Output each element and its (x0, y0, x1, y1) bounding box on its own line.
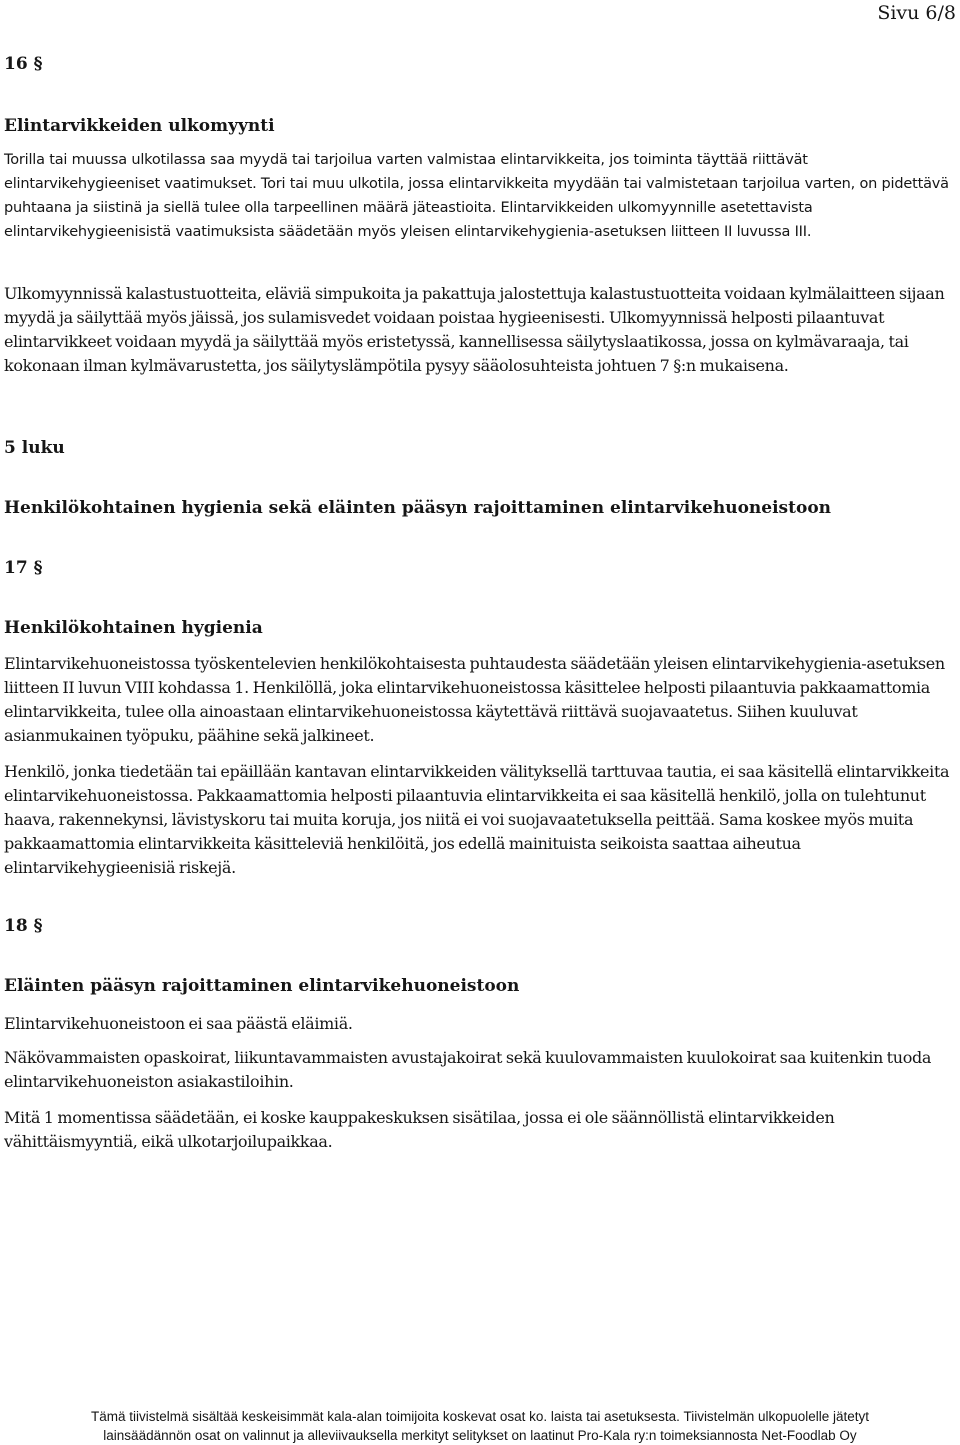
section-18-number: 18 § (4, 916, 43, 936)
section-17-title: Henkilökohtainen hygienia (4, 618, 263, 638)
section-17-number: 17 § (4, 558, 43, 578)
section-18-title: Eläinten pääsyn rajoittaminen elintarvikehuoneistoon (4, 976, 520, 996)
section-16-paragraph-1: Torilla tai muussa ulkotilassa saa myydä tai tarjoilua varten valmistaa elintarvikkeita, jos toiminta täyttää riittävät elintarvikehygieeniset vaatimukset. Tori tai muu ulkotila, jossa elintarvikkeita myydään tai valmistetaan tarjoilua varten, on pidettävä puhtaana ja siistinä ja siellä tulee olla tarpeellinen määrä jäteastioita. Elintarvikkeiden ulkomyynnille asetettavista elintarvikehygieenisistä vaatimuksista säädetään myös yleisen elintarvikehygienia-asetuksen liitteen II luvussa III. (4, 152, 949, 240)
section-18-paragraph-1: Elintarvikehuoneistoon ei saa päästä eläimiä. (4, 1014, 353, 1033)
section-16-paragraph-2: Ulkomyynnissä kalastustuotteita, eläviä simpukoita ja pakattuja jalostettuja kalastustuotteita voidaan kylmälaitteen sijaan myydä ja säilyttää myös jäissä, jos sulamisvedet voidaan poistaa hygieenisesti. Ulkomyynnissä helposti pilaantuvat elintarvikkeet voidaan myydä ja säilyttää myös eristetyssä, kannellisessa säilytyslaatikossa, jossa on kylmävaraaja, tai kokonaan ilman kylmävarustetta, jos säilytyslämpötila pysyy sääolosuhteista johtuen 7 §:n mukaisena. (4, 284, 945, 375)
section-16-number: 16 § (4, 54, 43, 74)
footer-line-2: lainsäädännön osat on valinnut ja alleviivauksella merkityt selitykset on laatinut Pro-Kala ry:n toimeksiannosta Net-Foodlab Oy (103, 1428, 857, 1443)
section-17-paragraph-2: Henkilö, jonka tiedetään tai epäillään kantavan elintarvikkeiden välityksellä tarttuvaa tautia, ei saa käsitellä elintarvikkeita elintarvikehuoneistossa. Pakkaamattomia helposti pilaantuvia elintarvikkeita ei saa käsitellä henkilö, jolla on tulehtunut haava, rakennekynsi, lävistyskoru tai muita koruja, jos niitä ei voi suojavaatetuksella peittää. Sama koskee myös muita pakkaamattomia elintarvikkeita käsitteleviä henkilöitä, jos edellä mainituista seikoista saattaa aiheutua elintarvikehygieenisiä riskejä. (4, 762, 950, 877)
section-17-paragraph-1: Elintarvikehuoneistossa työskentelevien henkilökohtaisesta puhtaudesta säädetään yleisen elintarvikehygienia-asetuksen liitteen II luvun VIII kohdassa 1. Henkilöllä, joka elintarvikehuoneistossa käsittelee helposti pilaantuvia pakkaamattomia elintarvikkeita, tulee olla ainoastaan elintarvikehuoneistossa käytettävä riittävä suojavaatetus. Siihen kuuluvat asianmukainen työpuku, päähine sekä jalkineet. (4, 654, 945, 745)
section-18-paragraph-3: Mitä 1 momentissa säädetään, ei koske kauppakeskuksen sisätilaa, jossa ei ole säännöllistä elintarvikkeiden vähittäismyyntiä, eikä ulkotarjoilupaikkaa. (4, 1108, 835, 1151)
footer-line-1: Tämä tiivistelmä sisältää keskeisimmät kala-alan toimijoita koskevat osat ko. laista tai asetuksesta. Tiivistelmän ulkopuolelle jätetyt (90, 1409, 870, 1424)
page-number: Sivu 6/8 (877, 2, 956, 24)
chapter-5-number: 5 luku (4, 438, 65, 458)
chapter-5-title: Henkilökohtainen hygienia sekä eläinten pääsyn rajoittaminen elintarvikehuoneistoon (4, 498, 832, 518)
section-18-paragraph-2: Näkövammaisten opaskoirat, liikuntavammaisten avustajakoirat sekä kuulovammaisten kuulokoirat saa kuitenkin tuoda elintarvikehuoneiston asiakastiloihin. (4, 1048, 932, 1091)
page-footer (0, 1407, 960, 1445)
section-16-title: Elintarvikkeiden ulkomyynti (4, 116, 275, 136)
